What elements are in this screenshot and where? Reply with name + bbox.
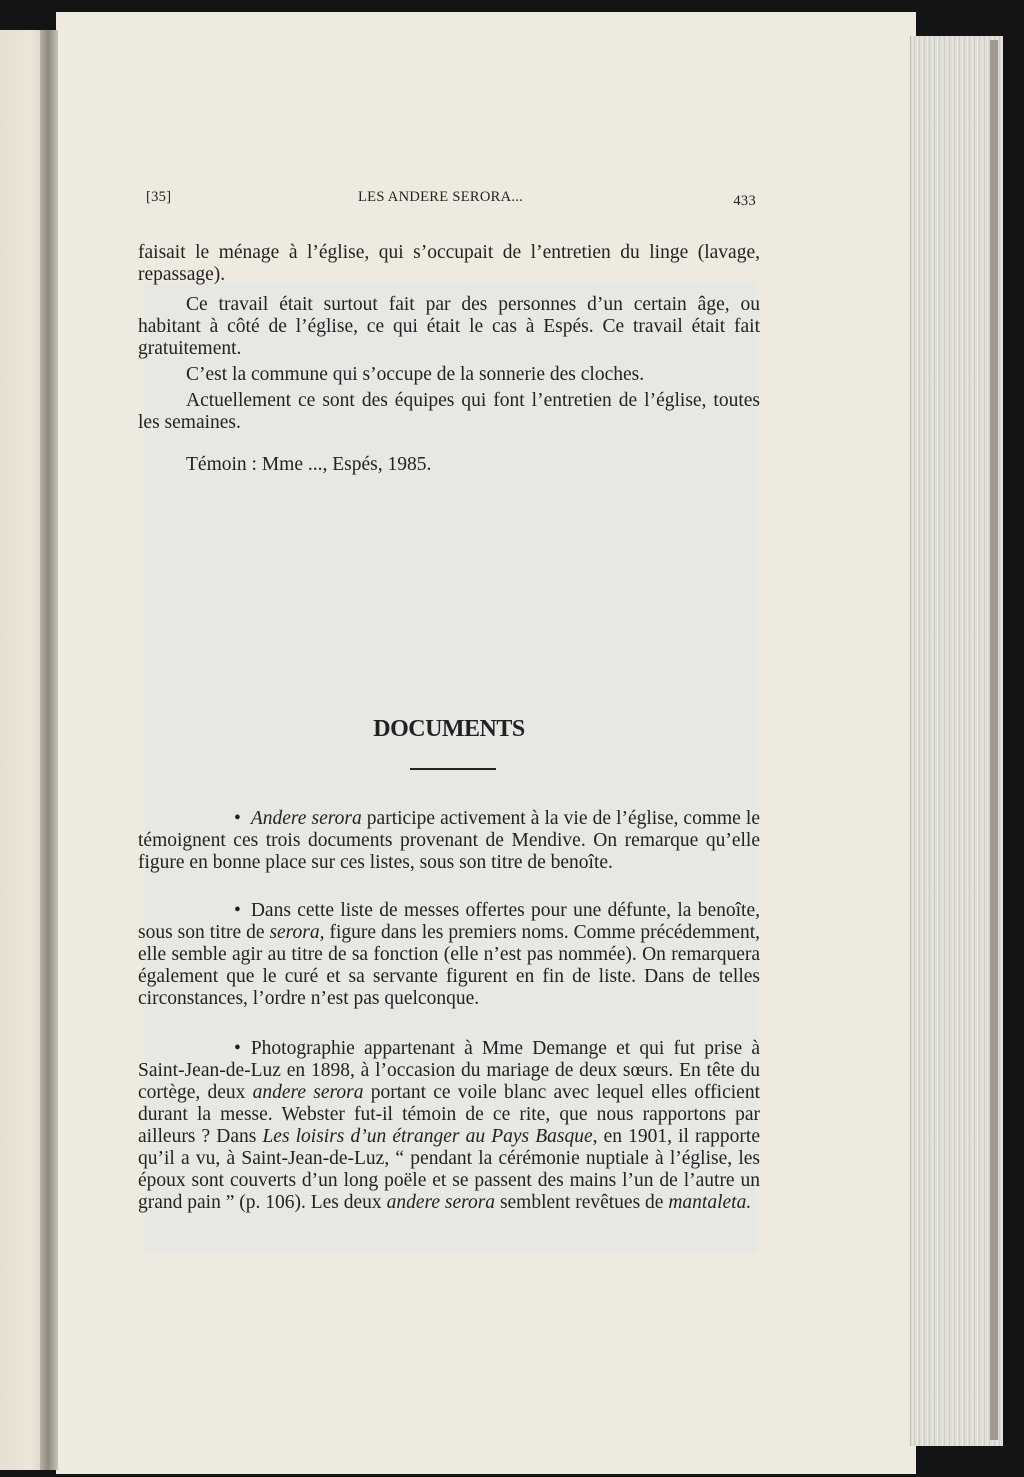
- paragraph: Actuellement ce sont des équipes qui font l’entretien de l’église, toutes les semaines.: [138, 390, 760, 433]
- paragraph-text: Dans cette liste de messes offertes pour une défunte, la benoîte, sous son titre de: [138, 900, 760, 943]
- section-number: [35]: [146, 189, 172, 205]
- paragraph-text: semblent revêtues de: [495, 1192, 669, 1213]
- document-paragraph-3: [138, 1038, 760, 1214]
- paragraph: C’est la commune qui s’occupe de la sonnerie des cloches.: [186, 364, 645, 385]
- book-gutter: [40, 30, 58, 1470]
- document-paragraph-2: [138, 900, 760, 1010]
- paragraph-text: en 1901, il rapporte qu’il a vu, à Saint-Jean-de-Luz, “ pendant la cérémonie nuptiale à l’église, les époux sont couverts d’un long poële et se passent des mains l’un de l’autre un grand pain ” (p. 106). Les deux: [138, 1126, 760, 1213]
- section-title: DOCUMENTS: [373, 716, 525, 742]
- paragraph: faisait le ménage à l’église, qui s’occupait de l’entretien du linge (lavage, repassage).: [138, 242, 760, 285]
- paragraph-text: figure dans les premiers noms. Comme précédemment, elle semble agir au titre de sa fonction (elle n’est pas nommée). On remarquera également que le curé et sa servante figurent en fin de liste. Dans de telles circonstances, l’ordre n’est pas quelconque.: [138, 922, 760, 1009]
- document-paragraph-1: [138, 808, 760, 874]
- italic-term: andere serora: [252, 1082, 364, 1103]
- text-column: [138, 186, 760, 1214]
- italic-term: andere serora: [386, 1192, 496, 1213]
- page-number: 433: [733, 193, 756, 209]
- bullet: •: [234, 1038, 241, 1059]
- title-rule: [410, 768, 496, 770]
- italic-term: Andere serora: [250, 808, 362, 829]
- running-head: [138, 186, 760, 212]
- paragraph-text: participe activement à la vie de l’église, comme le témoignent ces trois documents provenant de Mendive. On remarque qu’elle figure en bonne place sur ces listes, sous son titre de benoîte.: [138, 808, 760, 873]
- running-title: LES ANDERE SERORA...: [358, 189, 524, 205]
- italic-term: serora,: [269, 922, 325, 943]
- book-title: Les loisirs d’un étranger au Pays Basque,: [262, 1126, 598, 1147]
- paragraph-text: Photographie appartenant à Mme Demange et qui fut prise à Saint-Jean-de-Luz en 1898, à l’occasion du mariage de deux sœurs. En tête du cortège, deux: [138, 1038, 760, 1103]
- page-edges-shadow: [990, 40, 998, 1440]
- bullet: •: [234, 900, 241, 921]
- paragraph: Ce travail était surtout fait par des personnes d’un certain âge, ou habitant à côté de l’église, ce qui était le cas à Espés. Ce travail était fait gratuitement.: [138, 294, 760, 359]
- italic-term: mantaleta.: [668, 1192, 752, 1213]
- bullet: •: [234, 808, 241, 829]
- witness-line: Témoin : Mme ..., Espés, 1985.: [186, 454, 432, 475]
- paragraph-text: portant ce voile blanc avec lequel elles officient durant la messe. Webster fut-il témoin de ce rite, que nous rapportons par ailleurs ? Dans: [138, 1082, 760, 1147]
